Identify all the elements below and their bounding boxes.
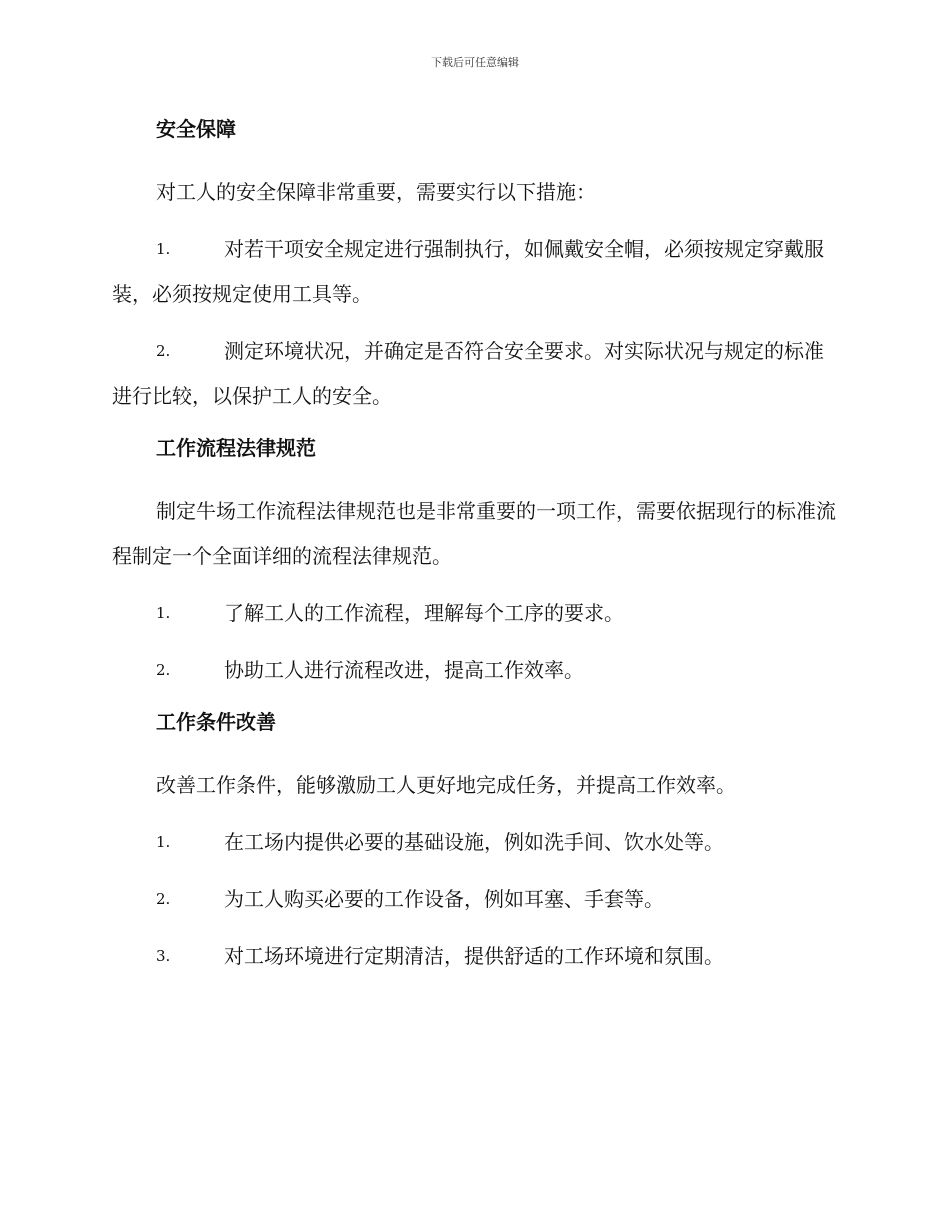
- list-item: [112, 877, 840, 922]
- section-heading: 安全保障: [156, 117, 236, 141]
- list-item-number: 1.: [156, 604, 171, 622]
- list-item: [112, 820, 840, 865]
- list-item: [112, 591, 840, 636]
- list-item: [112, 648, 840, 693]
- list-item-number: 2.: [156, 890, 171, 908]
- list-item-number: 3.: [156, 947, 171, 965]
- list-item: [112, 227, 840, 317]
- list-item-number: 2.: [156, 661, 171, 679]
- section-paragraph: 对工人的安全保障非常重要，需要实行以下措施：: [156, 180, 596, 204]
- list-item-text: 对工场环境进行定期清洁，提供舒适的工作环境和氛围。: [224, 944, 724, 968]
- section-heading: 工作流程法律规范: [156, 436, 316, 460]
- list-item: [112, 934, 840, 979]
- list-item-number: 1.: [156, 240, 171, 258]
- section-paragraph: 改善工作条件，能够激励工人更好地完成任务，并提高工作效率。: [156, 773, 736, 797]
- list-item-text: 在工场内提供必要的基础设施，例如洗手间、饮水处等。: [224, 830, 724, 854]
- list-item: [112, 329, 840, 419]
- section-heading: 工作条件改善: [156, 710, 276, 734]
- document-body: [112, 112, 840, 991]
- list-item-text: 了解工人的工作流程，理解每个工序的要求。: [224, 601, 624, 625]
- section-workflow-regulation: [112, 431, 840, 693]
- list-item-text: 为工人购买必要的工作设备，例如耳塞、手套等。: [224, 887, 664, 911]
- list-item-text: 对若干项安全规定进行强制执行，如佩戴安全帽，必须按规定穿戴服装，必须按规定使用工具等。: [112, 237, 824, 306]
- list-item-number: 1.: [156, 833, 171, 851]
- page-header: 下载后可任意编辑: [431, 56, 519, 69]
- section-working-conditions: [112, 705, 840, 979]
- section-paragraph: 制定牛场工作流程法律规范也是非常重要的一项工作，需要依据现行的标准流程制定一个全面详细的流程法律规范。: [112, 499, 836, 568]
- list-item-text: 测定环境状况，并确定是否符合安全要求。对实际状况与规定的标准进行比较，以保护工人的安全。: [112, 339, 824, 408]
- list-item-number: 2.: [156, 342, 171, 360]
- list-item-text: 协助工人进行流程改进，提高工作效率。: [224, 658, 584, 682]
- section-safety: [112, 112, 840, 419]
